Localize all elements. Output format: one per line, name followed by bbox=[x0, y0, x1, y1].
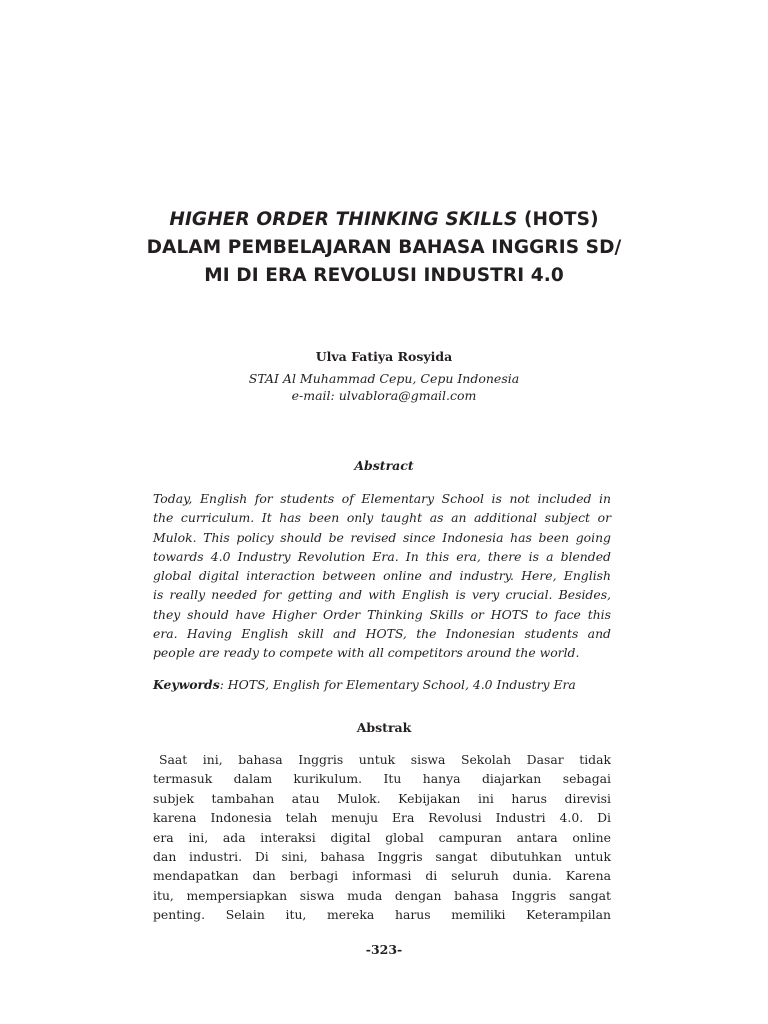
page-number: -323- bbox=[365, 942, 403, 957]
abstrak-line: Saat ini, bahasa Inggris untuk siswa Sekolah Dasar tidak bbox=[159, 752, 611, 767]
author-affiliation-block bbox=[0, 370, 768, 404]
abstract-line: Today, English for students of Elementary School is not included in bbox=[153, 491, 611, 506]
abstract-line: global digital interaction between online and industry. Here, English bbox=[153, 568, 611, 584]
abstract-body bbox=[153, 489, 611, 663]
abstrak-line: termasuk dalam kurikulum. Itu hanya diajarkan sebagai bbox=[153, 771, 611, 787]
title-line-1 bbox=[60, 206, 708, 234]
abstrak-line: mendapatkan dan berbagi informasi di seluruh dunia. Karena bbox=[153, 868, 611, 884]
author-affiliation: STAI Al Muhammad Cepu, Cepu Indonesia bbox=[248, 371, 520, 386]
paper-title bbox=[60, 206, 708, 290]
abstract-heading: Abstract bbox=[354, 458, 414, 473]
abstract-line: they should have Higher Order Thinking Skills or HOTS to face this bbox=[153, 606, 611, 622]
title-acronym-part: (HOTS) bbox=[517, 209, 599, 230]
abstract-line: is really needed for getting and with English is very crucial. Besides, bbox=[153, 587, 611, 603]
title-line-3: MI DI ERA REVOLUSI INDUSTRI 4.0 bbox=[204, 265, 564, 286]
abstrak-line: era ini, ada interaksi digital global campuran antara online bbox=[153, 829, 611, 845]
abstract-line: Mulok. This policy should be revised since Indonesia has been going bbox=[153, 529, 611, 545]
abstrak-heading: Abstrak bbox=[356, 720, 412, 735]
abstrak-body bbox=[153, 750, 611, 925]
keywords-label: Keywords bbox=[153, 677, 220, 692]
keywords-text: : HOTS, English for Elementary School, 4.0 Industry Era bbox=[219, 677, 576, 692]
abstract-line: towards 4.0 Industry Revolution Era. In this era, there is a blended bbox=[153, 548, 611, 564]
abstrak-line: penting. Selain itu, mereka harus memiliki Keterampilan bbox=[153, 907, 611, 923]
abstrak-line: subjek tambahan atau Mulok. Kebijakan ini harus direvisi bbox=[153, 790, 611, 806]
title-italic-part: HIGHER ORDER THINKING SKILLS bbox=[169, 209, 518, 230]
abstract-line: people are ready to compete with all competitors around the world. bbox=[153, 645, 580, 661]
abstrak-line: dan industri. Di sini, bahasa Inggris sangat dibutuhkan untuk bbox=[153, 849, 611, 865]
keywords-line bbox=[153, 675, 623, 694]
title-line-2: DALAM PEMBELAJARAN BAHASA INGGRIS SD/ bbox=[146, 237, 622, 258]
abstrak-line: karena Indonesia telah menuju Era Revolusi Industri 4.0. Di bbox=[153, 810, 611, 826]
author-email: e-mail: ulvablora@gmail.com bbox=[291, 388, 477, 403]
author-name: Ulva Fatiya Rosyida bbox=[315, 349, 453, 364]
abstract-line: era. Having English skill and HOTS, the Indonesian students and bbox=[153, 626, 611, 642]
abstrak-line: itu, mempersiapkan siswa muda dengan bahasa Inggris sangat bbox=[153, 887, 611, 903]
abstract-line: the curriculum. It has been only taught as an additional subject or bbox=[153, 510, 611, 526]
